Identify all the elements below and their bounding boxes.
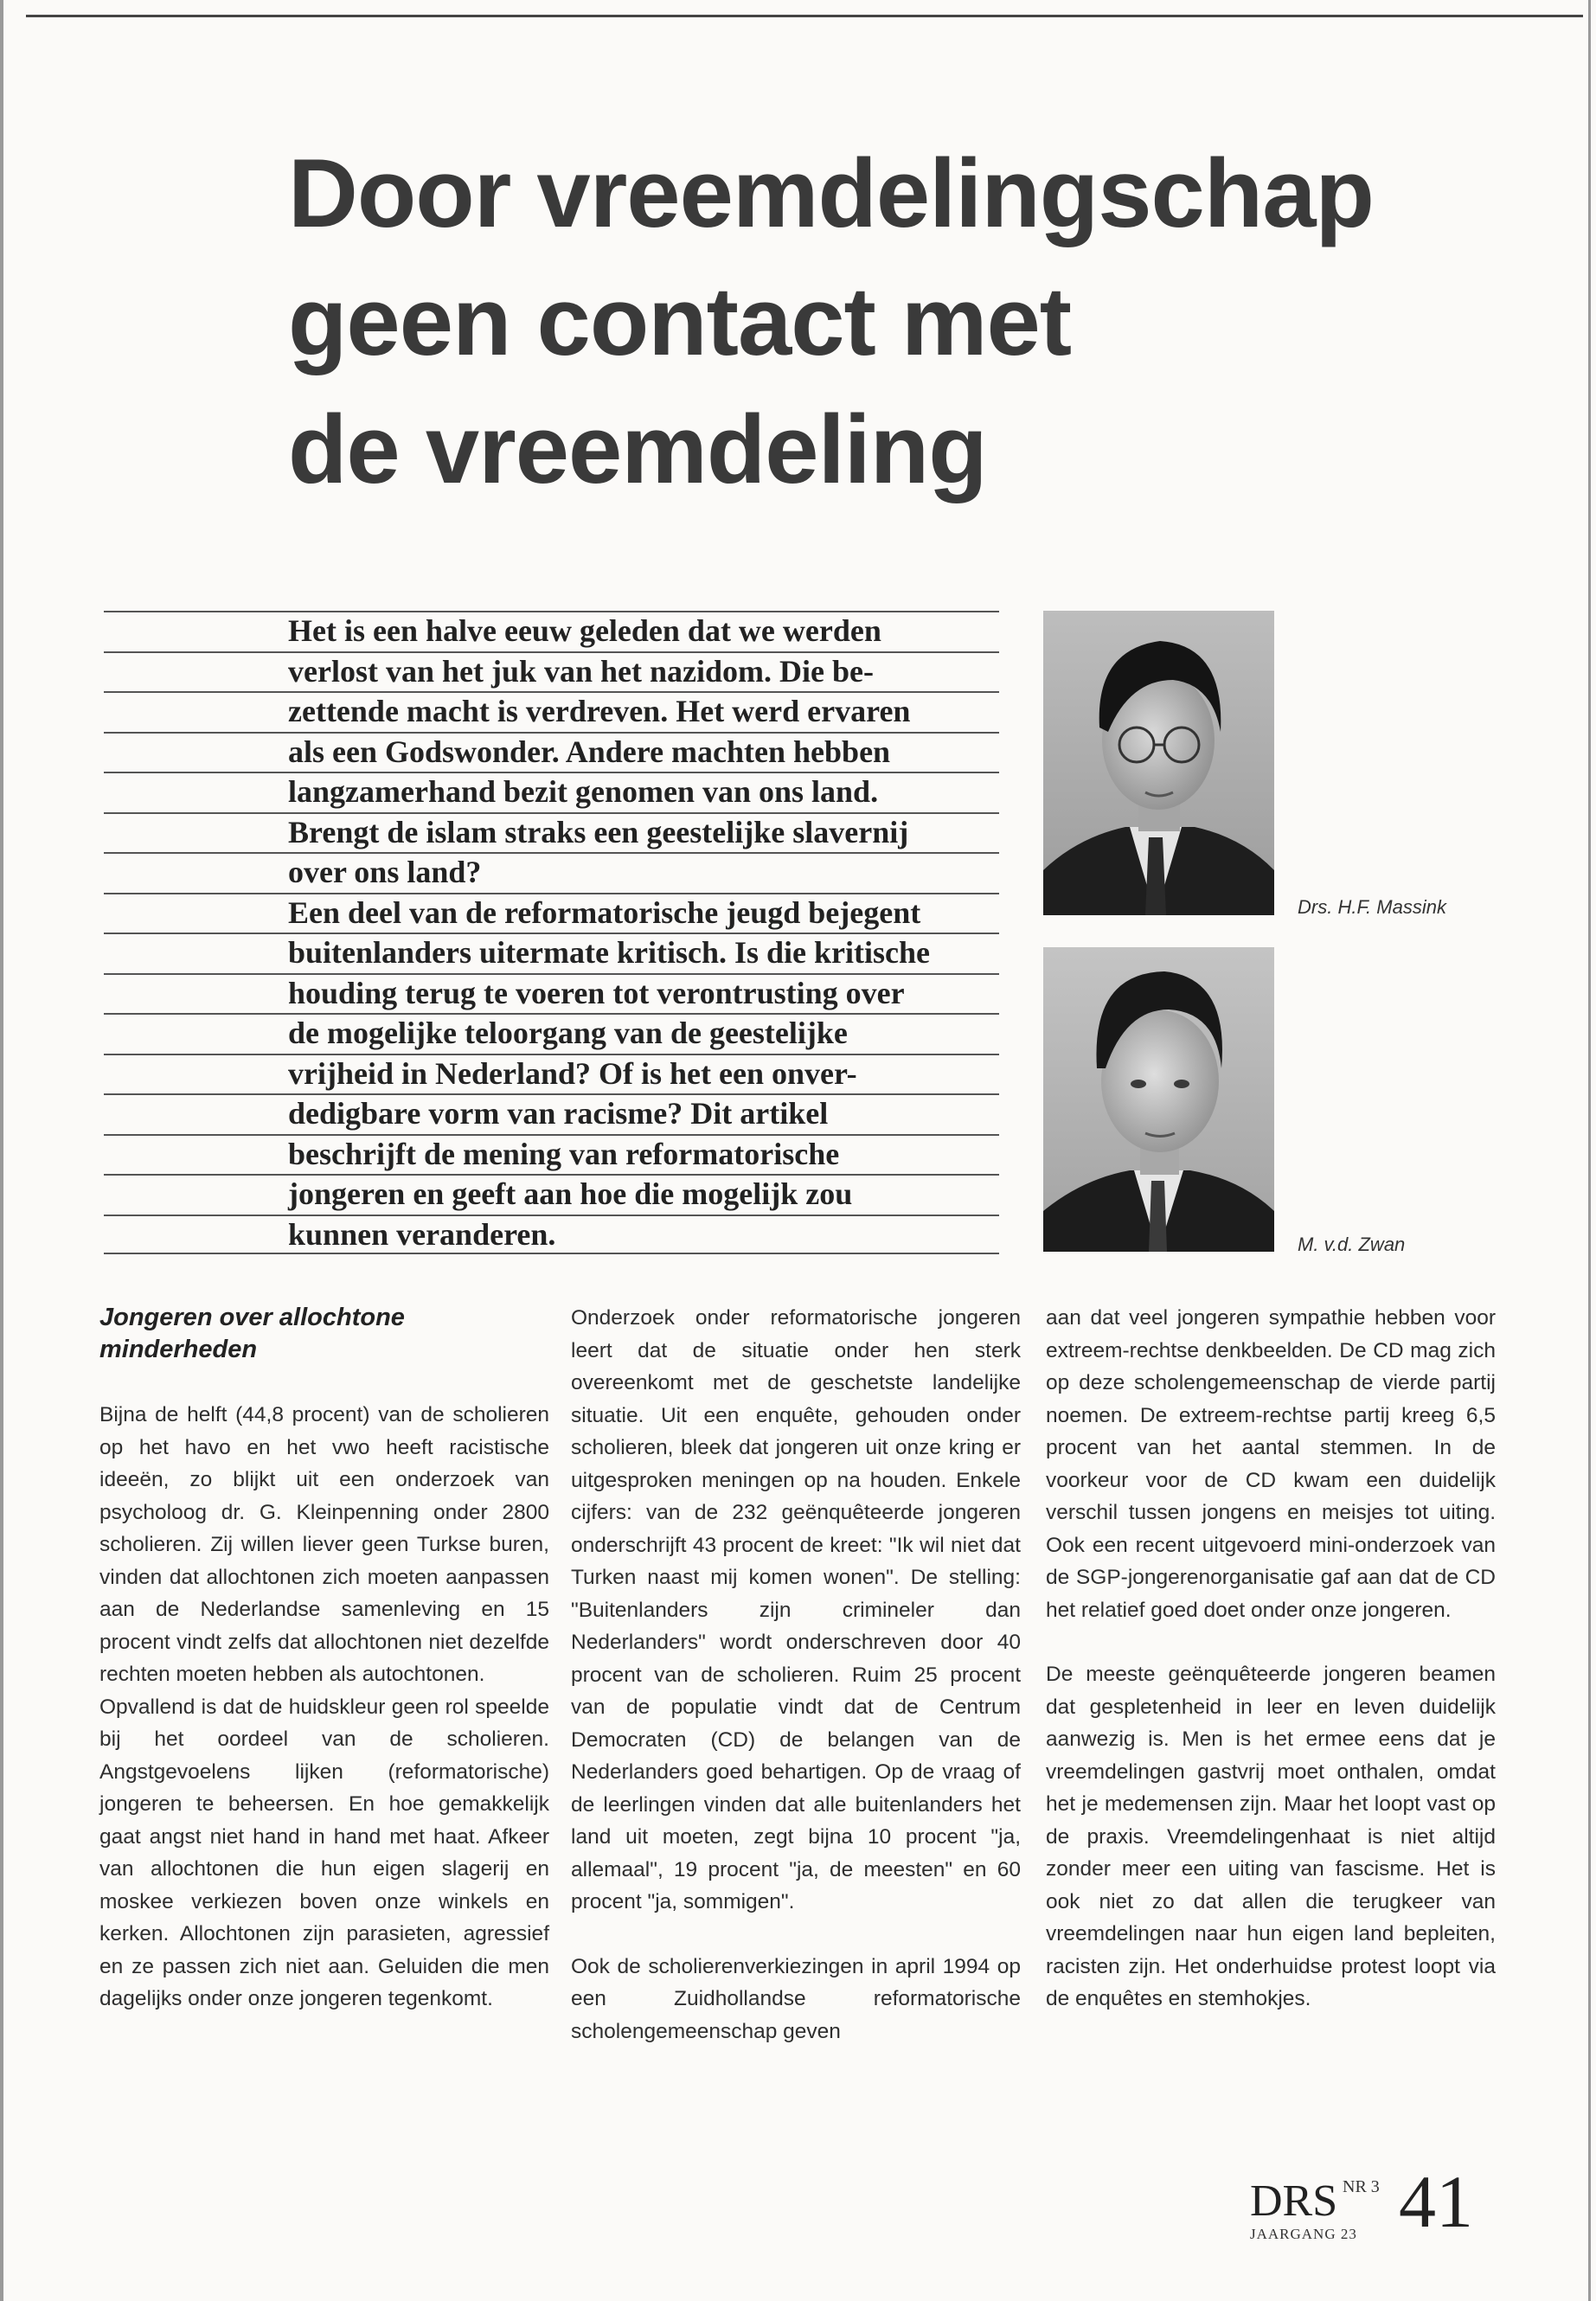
body-paragraph: Opvallend is dat de huidskleur geen rol speelde bij het oordeel van de scholieren. Angstgevoelens lijken (reformatorische) jongeren te beheersen. En hoe gemakkelijk gaat angst niet hand in hand met haat. Afkeer van allochtonen die hun eigen slagerij en moskee verkiezen boven onze winkels en kerken. Allochtonen zijn parasieten, agressief en ze passen zich niet aan. Geluiden die men dagelijks onder onze jongeren tegenkomt. [99, 1695, 549, 2010]
body-paragraph: aan dat veel jongeren sympathie hebben voor extreem-rechtse denkbeelden. De CD mag zich op deze scholengemeenschap de vierde partij noemen. De extreem-rechtse partij kreeg 6,5 procent van het aantal stemmen. In de voorkeur voor de CD kwam een duidelijk verschil tussen jongens en meisjes tot uiting. Ook een recent uitgevoerd mini-onderzoek van de SGP-jongerenorganisatie gaf aan dat de CD het relatief goed doet onder onze jongeren. [1046, 1306, 1496, 1622]
article-title [288, 130, 1499, 514]
portrait-photo-icon [1043, 611, 1274, 915]
section-heading: Jongeren over allochtone minderheden [99, 1304, 405, 1363]
magazine-name: DRS [1250, 2176, 1338, 2226]
lead-line: vrijheid in Nederland? Of is het een onver- [104, 1054, 999, 1094]
body-column-2 [571, 1302, 1021, 2048]
portrait-photo-zwan [1043, 947, 1274, 1252]
lead-line: kunnen veranderen. [104, 1215, 999, 1255]
lead-line: Een deel van de reformatorische jeugd bejegent [104, 893, 999, 933]
issue-number: NR 3 [1343, 2177, 1380, 2196]
portrait-photo-massink [1043, 611, 1274, 915]
top-rule [26, 15, 1583, 17]
lead-line: zettende macht is verdreven. Het werd ervaren [104, 691, 999, 732]
volume-label: JAARGANG 23 [1250, 2226, 1357, 2242]
page-edge-right [1588, 0, 1591, 2301]
lead-line: Het is een halve eeuw geleden dat we werden [104, 611, 999, 651]
portrait-photo-icon [1043, 947, 1274, 1252]
lead-line: langzamerhand bezit genomen van ons land. [104, 772, 999, 812]
title-line: de vreemdeling [288, 395, 987, 503]
lead-line: jongeren en geeft aan hoe die mogelijk zou [104, 1174, 999, 1215]
lead-paragraph [104, 611, 999, 1254]
photo-caption: Drs. H.F. Massink [1298, 896, 1446, 918]
lead-line: Brengt de islam straks een geestelijke slavernij [104, 812, 999, 853]
lead-line: buitenlanders uitermate kritisch. Is die kritische [104, 933, 999, 973]
body-paragraph: Onderzoek onder reformatorische jongeren leert dat de situatie onder hen sterk overeenkomt met de geschetste landelijke situatie. Uit een enquête, gehouden onder scholieren, bleek dat jongeren uit onze kring er uitgesproken meningen op na houden. Enkele cijfers: van de 232 geënquêteerde jongeren onderschrijft 43 procent de kreet: "Ik wil niet dat Turken naast mij komen wonen". De stelling: "Buitenlanders zijn crimineler dan Nederlanders" wordt onderschreven door 40 procent van de scholieren. Ruim 25 procent van de populatie vindt dat de Centrum Democraten (CD) de belangen van de Nederlanders goed behartigen. Op de vraag of de leerlingen vinden dat alle buitenlanders het land uit moeten, zegt bijna 10 procent "ja, allemaal", 19 procent "ja, de meesten" en 60 procent "ja, sommigen". [571, 1306, 1021, 1913]
photo-caption: M. v.d. Zwan [1298, 1234, 1406, 1255]
lead-line: houding terug te voeren tot verontrusting over [104, 973, 999, 1014]
lead-line: als een Godswonder. Andere machten hebben [104, 732, 999, 772]
body-column-3 [1046, 1302, 1496, 2016]
lead-line: de mogelijke teloorgang van de geestelijke [104, 1013, 999, 1054]
page-number: 41 [1399, 2160, 1473, 2243]
body-paragraph: Bijna de helft (44,8 procent) van de scholieren op het havo en het vwo heeft racistische ideeën, zo blijkt uit een onderzoek van psycholoog dr. G. Kleinpenning onder 2800 scholieren. Zij willen liever geen Turkse buren, vinden dat allochtonen zich moeten aanpassen aan de Nederlandse samenleving en 15 procent vindt zelfs dat allochtonen niet dezelfde rechten moeten hebben als autochtonen. [99, 1403, 549, 1686]
title-line: geen contact met [288, 267, 1072, 375]
page-edge-left [0, 0, 3, 2301]
body-paragraph: De meeste geënquêteerde jongeren beamen dat gespletenheid in leer en leven duidelijk aanwezig is. Men is het ermee eens dat je vreemdelingen gastvrij moet onthalen, omdat het je medemensen zijn. Maar het loopt vast op de praxis. Vreemdelingenhaat is niet altijd zonder meer een uiting van fascisme. Het is ook niet zo dat allen die terugkeer van vreemdelingen naar hun eigen land bepleiten, racisten zijn. Het onderhuidse protest loopt via de enquêtes en stemhokjes. [1046, 1663, 1496, 2010]
body-column-1 [99, 1302, 549, 2016]
title-line: Door vreemdelingschap [288, 139, 1374, 247]
lead-line: dedigbare vorm van racisme? Dit artikel [104, 1093, 999, 1134]
lead-line: verlost van het juk van het nazidom. Die be- [104, 651, 999, 692]
lead-line: beschrijft de mening van reformatorische [104, 1134, 999, 1175]
body-paragraph: Ook de scholierenverkiezingen in april 1994 op een Zuidhollandse reformatorische scholengemeenschap geven [571, 1954, 1021, 2043]
lead-line: over ons land? [104, 852, 999, 893]
